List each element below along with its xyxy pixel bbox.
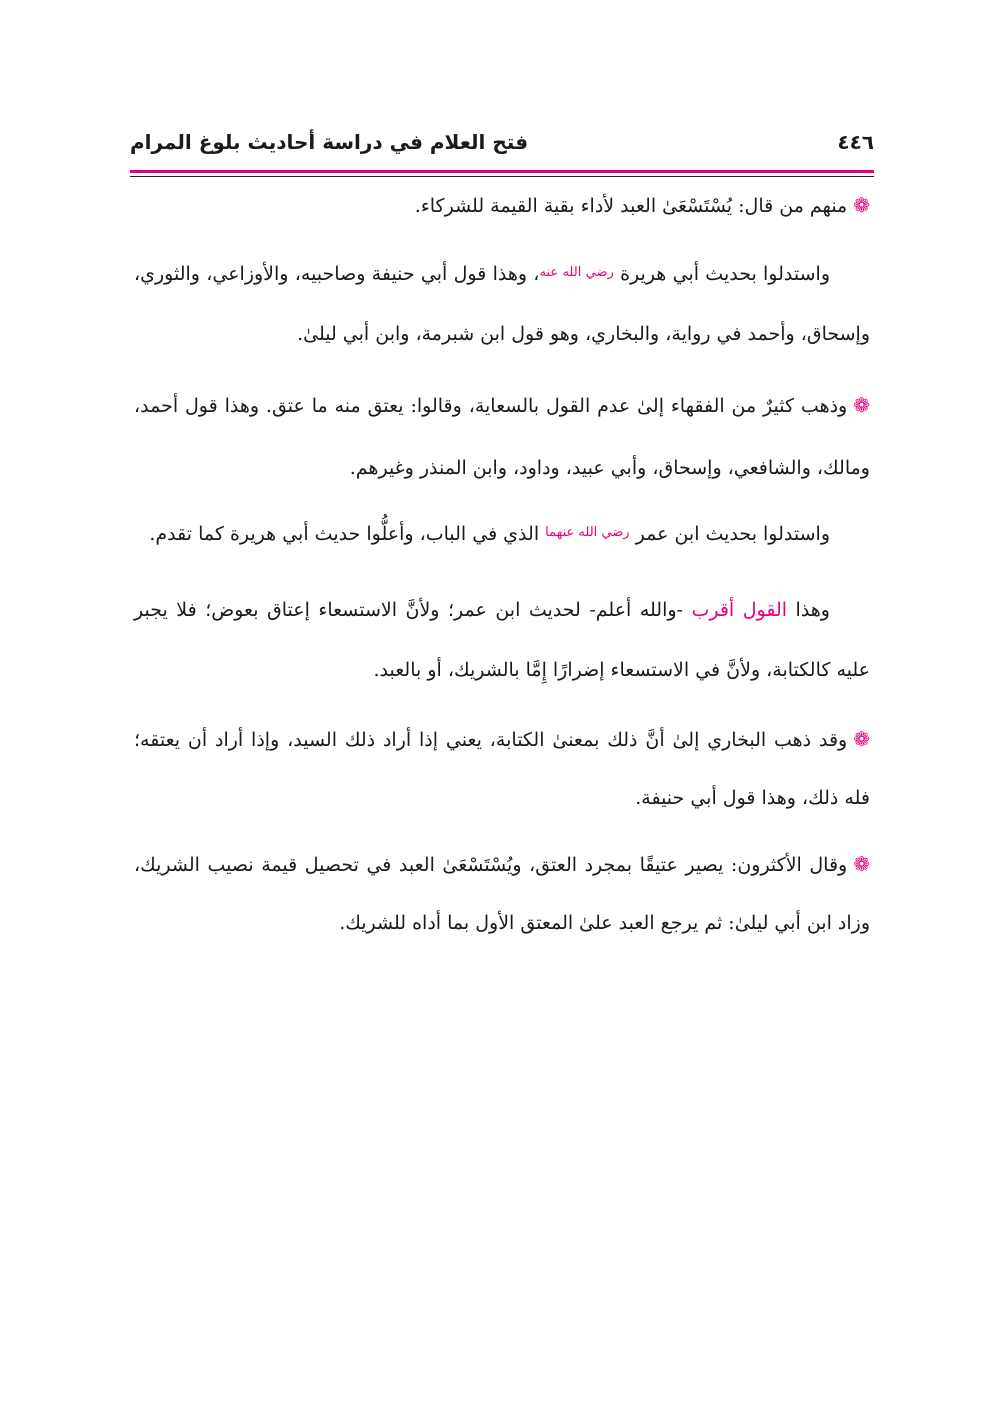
paragraph-text: الذي في الباب، وأعلُّوا حديث أبي هريرة كما تقدم. xyxy=(149,523,546,545)
body-text xyxy=(134,188,870,952)
paragraph-7 xyxy=(134,835,870,952)
paragraph-5 xyxy=(134,580,870,700)
paragraph-6 xyxy=(134,710,870,827)
paragraph-text: وقد ذهب البخاري إلىٰ أنَّ ذلك بمعنىٰ الكتابة، يعني إذا أراد ذلك السيد، وإذا أراد أن يعتقه؛ فله ذلك، وهذا قول أبي حنيفة. xyxy=(134,729,870,809)
paragraph-3 xyxy=(134,374,870,499)
honorific-mark: رضي الله عنه xyxy=(539,265,614,280)
flower-bullet-icon: ❁ xyxy=(853,193,870,217)
header-rule-black xyxy=(130,176,874,177)
highlighted-phrase: القول أقرب xyxy=(691,599,788,621)
paragraph-text: وقال الأكثرون: يصير عتيقًا بمجرد العتق، ويُسْتَسْعَىٰ العبد في تحصيل قيمة نصيب الشريك، وزاد ابن أبي ليلىٰ: ثم يرجع العبد علىٰ المعتق الأول بما أداه للشريك. xyxy=(134,854,870,934)
paragraph-text: وهذا xyxy=(787,599,830,621)
honorific-mark: رضي الله عنهما xyxy=(545,525,630,540)
paragraph-2 xyxy=(134,243,870,364)
page-number: ٤٤٦ xyxy=(837,130,874,154)
flower-bullet-icon: ❁ xyxy=(853,393,870,417)
paragraph-text: منهم من قال: يُسْتَسْعَىٰ العبد لأداء بقية القيمة للشركاء. xyxy=(414,195,848,217)
paragraph-text: ، وهذا قول أبي حنيفة وصاحبيه، والأوزاعي، والثوري، وإسحاق، وأحمد في رواية، والبخاري، وهو قول ابن شبرمة، وابن أبي ليلىٰ. xyxy=(134,263,870,345)
paragraph-text: وذهب كثيرٌ من الفقهاء إلىٰ عدم القول بالسعاية، وقالوا: يعتق منه ما عتق. وهذا قول أحمد، ومالك، والشافعي، وإسحاق، وأبي عبيد، وداود، وابن المنذر وغيرهم. xyxy=(134,395,870,479)
paragraph-4 xyxy=(134,503,870,564)
page-header xyxy=(130,126,874,166)
header-rule-pink xyxy=(130,170,874,173)
paragraph-text: واستدلوا بحديث أبي هريرة xyxy=(613,263,830,285)
book-title: فتح العلام في دراسة أحاديث بلوغ المرام xyxy=(130,130,529,154)
paragraph-1 xyxy=(134,188,870,223)
flower-bullet-icon: ❁ xyxy=(853,852,870,876)
paragraph-text: واستدلوا بحديث ابن عمر xyxy=(629,523,830,545)
flower-bullet-icon: ❁ xyxy=(853,727,870,751)
paragraph-text: -والله أعلم- لحديث ابن عمر؛ ولأنَّ الاستسعاء إعتاق بعوض؛ فلا يجبر عليه كالكتابة، ولأنَّ في الاستسعاء إضرارًا إِمَّا بالشريك، أو بالعبد. xyxy=(134,599,870,681)
